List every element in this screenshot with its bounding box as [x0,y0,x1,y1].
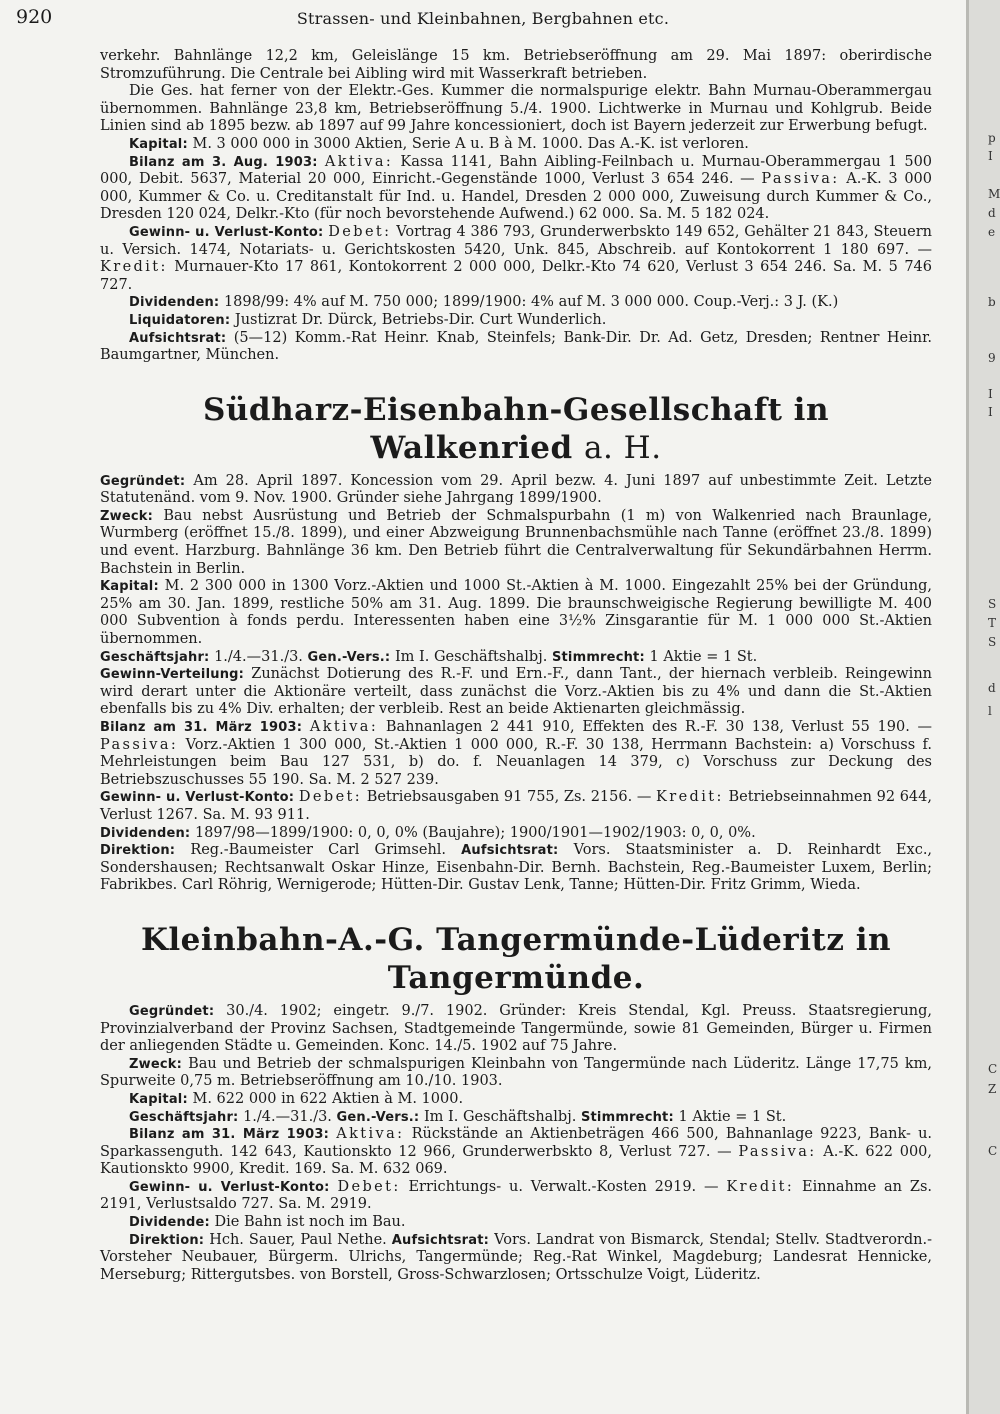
liquidatoren-label: Liquidatoren: [129,312,231,328]
gen-vers-label: Gen.-Vers.: [336,1109,420,1125]
direktion-entry [100,842,932,895]
kapital-entry [100,1091,932,1109]
kapital-entry [100,136,932,154]
passiva-label: Passiva: [761,171,840,188]
dividenden-text: 1897/98—1899/1900: 0, 0, 0% (Baujahre); 1900/1901—1902/1903: 0, 0, 0%. [194,824,756,841]
aufsichtsrat-label: Aufsichtsrat: [461,843,559,859]
kapital-label: Kapital: [129,1091,188,1107]
aufsichtsrat-entry [100,330,932,365]
gegruendet-text: 30./4. 1902; eingetr. 9./7. 1902. Gründer: Kreis Stendal, Kgl. Preuss. Staatsregierung, Provinzialverband der Provinz Sachsen, Stadtgemeinde Tangermünde, sowie 81 Gemeinden, Bürger u. Firmen der anliegenden Städte u. Gemeinden. Konc. 14./5. 1902 auf 75 Jahre. [100,1002,933,1055]
guv-debet: Betriebsausgaben 91 755, Zs. 2156. — [366,789,652,806]
geschaeftsjahr-entry [100,1109,932,1127]
margin-mark: d [988,206,996,220]
stimmrecht-label: Stimmrecht: [580,1109,674,1125]
gewinn-verteilung-label: Gewinn-Verteilung: [100,667,245,683]
margin-mark: p [988,131,996,145]
page-header [6,4,960,34]
kapital-label: Kapital: [129,136,188,152]
dividenden-text: 1898/99: 4% auf M. 750 000; 1899/1900: 4% auf M. 3 000 000. Coup.-Verj.: 3 J. (K.) [223,294,839,311]
kredit-label: Kredit: [100,259,168,276]
page-number: 920 [16,6,53,28]
gewinn-verteilung-entry [100,666,932,719]
zweck-label: Zweck: [129,1056,183,1072]
margin-mark: 9 [988,351,996,365]
company-title: Kleinbahn-A.-G. Tangermünde-Lüderitz in Tangermünde. [140,921,892,996]
stimmrecht-text: 1 Aktie = 1 St. [678,1108,787,1125]
gegruendet-label: Gegründet: [100,473,186,489]
dividenden-entry [100,294,932,312]
margin-mark: S [988,635,997,649]
aktiva-label: Aktiva: [309,719,379,735]
kapital-entry [100,578,932,648]
kredit-label: Kredit: [726,1178,795,1195]
gegruendet-text: Am 28. April 1897. Koncession vom 29. April bezw. 4. Juni 1897 auf unbestimmte Zeit. Letzte Statutenänd. vom 9. Nov. 1900. Gründer siehe Jahrgang 1899/1900. [100,472,933,507]
bilanz-entry [100,154,932,224]
aufsichtsrat-text: Vors. Landrat von Bismarck, Stendal; Stellv. Stadtverordn.-Vorsteher Neubauer, Bürgerm. Ulrichs, Tangermünde; Reg.-Rat Winkel, Magdeburg; Landesrat Hennicke, Merseburg; Rittergutsbes. von Borstell, Gross-Schwarzlosen; Ortsschulze Voigt, Lüderitz. [100,1231,932,1283]
gen-vers-text: Im I. Geschäftshalbj. [423,1108,577,1125]
guv-debet: Vortrag 4 386 793, Grunderwerbskto 149 652, Gehälter 21 843, Steuern u. Versich. 1474, Notariats- u. Gerichtskosten 5420, Unk. 845, Abschreib. auf Kontokorrent 1 180 697. — [100,223,933,258]
stimmrecht-text: 1 Aktie = 1 St. [649,648,758,665]
text-paragraph: Die Ges. hat ferner von der Elektr.-Ges. Kummer die normalspurige elektr. Bahn Murnau-Oberammergau übernommen. Bahnlänge 23,8 km, Betriebseröffnung 5./4. 1900. Lichtwerke in Murnau und Kohlgrub. Beide Linien sind ab 1895 bezw. ab 1897 auf 99 Jahre koncessioniert, doch ist Bayern jederzeit zur Erwerbung befugt. [100,83,932,135]
margin-mark: e [988,225,996,239]
bilanz-aktiva: Rückstände an Aktienbeträgen 466 500, Bahnanlage 9223, Bank- u. Sparkassenguth. 142 643, Kautionskto 12 966, Grunderwerbskto 8, Verlust 727. — [100,1126,933,1160]
geschaeftsjahr-text: 1./4.—31./3. [243,1108,332,1125]
previous-entry-continuation [100,48,932,365]
guv-entry [100,789,932,824]
company-entry-suedharz [100,391,932,895]
geschaeftsjahr-text: 1./4.—31./3. [214,648,303,665]
text-paragraph: verkehr. Bahnlänge 12,2 km, Geleislänge 15 km. Betriebseröffnung am 29. Mai 1897: oberirdische Stromzuführung. Die Centrale bei Aibling wird mit Wasserkraft betrieben. [100,48,932,82]
margin-mark: S [988,597,997,611]
direktion-label: Direktion: [100,843,176,859]
kredit-label: Kredit: [656,789,724,806]
margin-mark: b [988,295,996,309]
aufsichtsrat-label: Aufsichtsrat: [129,330,227,346]
bilanz-label: Bilanz am 3. Aug. 1903: [129,154,318,170]
bilanz-passiva: A.-K. 622 000, Kautionskto 9900, Kredit. 169. Sa. M. 632 069. [100,1143,933,1178]
direktion-entry [100,1232,932,1285]
zweck-text: Bau und Betrieb der schmalspurigen Kleinbahn von Tangermünde nach Lüderitz. Länge 17,75 km, Spurweite 0,75 m. Betriebseröffnung am 10./10. 1903. [100,1055,933,1090]
zweck-entry [100,508,932,578]
geschaeftsjahr-entry [100,649,932,667]
company-location: a. H. [583,429,662,466]
geschaeftsjahr-label: Geschäftsjahr: [129,1109,239,1125]
guv-kredit: Einnahme an Zs. 2191, Verlustsaldo 727. Sa. M. 2919. [100,1178,932,1213]
gen-vers-label: Gen.-Vers.: [307,649,391,665]
dividende-entry [100,1214,932,1232]
bilanz-aktiva: Bahnanlagen 2 441 910, Effekten des R.-F. 30 138, Verlust 55 190. — [385,719,933,735]
bilanz-entry [100,1126,932,1179]
margin-mark: l [988,704,992,718]
zweck-text: Bau nebst Ausrüstung und Betrieb der Schmalspurbahn (1 m) von Walkenried nach Braunlage, Wurmberg (eröffnet 15./8. 1899), und einer Abzweigung Brunnenbachsmühle nach Tanne (eröffnet 23./8. 1899) und event. Harzburg. Bahnlänge 36 km. Den Betrieb führt die Centralverwaltung für Sekundärbahnen Herrm. Bachstein in Berlin. [100,507,933,577]
kapital-text: M. 3 000 000 in 3000 Aktien, Serie A u. B à M. 1000. Das A.-K. ist verloren. [192,135,749,152]
stimmrecht-label: Stimmrecht: [551,649,645,665]
kapital-text: M. 622 000 in 622 Aktien à M. 1000. [192,1090,464,1107]
margin-mark: I [988,405,993,419]
liquidatoren-text: Justizrat Dr. Dürck, Betriebs-Dir. Curt Wunderlich. [234,311,607,328]
company-name: Südharz-Eisenbahn-Gesellschaft in Walkenried [203,391,829,466]
margin-mark: I [988,149,993,163]
aufsichtsrat-text: Vors. Staatsminister a. D. Reinhardt Exc., Sondershausen; Rechtsanwalt Oskar Hinze, Eisenbahn-Dir. Bernh. Bachstein, Reg.-Baumeister Luxem, Berlin; Fabrikbes. Carl Röhrig, Wernigerode; Hütten-Dir. Gustav Lenk, Tanne; Hütten-Dir. Fritz Grimm, Wieda. [100,842,933,894]
guv-entry [100,1179,932,1214]
direktion-label: Direktion: [129,1232,205,1248]
guv-entry [100,224,932,294]
debet-label: Debet: [328,223,392,240]
guv-debet: Errichtungs- u. Verwalt.-Kosten 2919. — [408,1178,719,1195]
geschaeftsjahr-label: Geschäftsjahr: [100,649,210,665]
running-head: Strassen- und Kleinbahnen, Bergbahnen etc. [296,9,670,28]
direktion-text: Hch. Sauer, Paul Nethe. [209,1231,387,1248]
page-content [100,48,932,1284]
dividende-text: Die Bahn ist noch im Bau. [214,1214,406,1231]
gen-vers-text: Im I. Geschäftshalbj. [394,648,548,665]
bilanz-label: Bilanz am 31. März 1903: [129,1127,330,1143]
direktion-text: Reg.-Baumeister Carl Grimsehl. [190,842,447,859]
gegruendet-entry [100,1003,932,1056]
passiva-label: Passiva: [738,1143,817,1160]
dividende-label: Dividende: [129,1215,210,1231]
guv-label: Gewinn- u. Verlust-Konto: [129,224,324,240]
dividenden-label: Dividenden: [129,295,220,311]
aktiva-label: Aktiva: [324,153,394,170]
zweck-entry [100,1056,932,1091]
bilanz-passiva: Vorz.-Aktien 1 300 000, St.-Aktien 1 000 000, R.-F. 30 138, Herrmann Bachstein: a) Vorschuss f. Mehrleistungen beim Bau 127 531, b) do. f. Neuanlagen 14 379, c) Vorschuss zur Deckung des Betriebszuschusses 55 190. Sa. M. 2 527 239. [100,736,933,788]
gewinn-verteilung-text: Zunächst Dotierung des R.-F. und Ern.-F., dann Tant., der hiernach verbleib. Reingewinn wird derart unter die Aktionäre verteilt, dass zunächst die Vorz.-Aktien bis zu 4% und dann die St.-Aktien ebenfalls bis zu 4% Div. erhalten; der verbleib. Rest an beide Aktienarten gleichmässig. [100,666,932,718]
kapital-label: Kapital: [100,579,159,595]
margin-mark: I [988,387,993,401]
margin-mark: d [988,681,996,695]
zweck-label: Zweck: [100,508,154,524]
aktiva-label: Aktiva: [336,1126,405,1143]
guv-label: Gewinn- u. Verlust-Konto: [100,790,295,806]
gegruendet-label: Gegründet: [129,1003,215,1019]
bilanz-label: Bilanz am 31. März 1903: [100,720,303,735]
aufsichtsrat-text: (5—12) Komm.-Rat Heinr. Knab, Steinfels; Bank-Dir. Dr. Ad. Getz, Dresden; Rentner Heinr. Baumgartner, München. [100,329,933,364]
bilanz-entry [100,719,932,789]
liquidatoren-entry [100,312,932,330]
debet-label: Debet: [298,789,363,806]
dividenden-label: Dividenden: [100,825,191,841]
margin-mark: Z [988,1082,997,1096]
bilanz-passiva: A.-K. 3 000 000, Kummer & Co. u. Creditanstalt für Ind. u. Handel, Dresden 2 000 000, Zuweisung durch Kummer & Co., Dresden 120 024, Delkr.-Kto (für noch bevorstehende Aufwend.) 62 000. Sa. M. 5 182 024. [100,171,933,223]
company-entry-kleinbahn [100,921,932,1285]
margin-mark: T [988,616,997,630]
gegruendet-entry [100,473,932,508]
margin-mark: M [988,187,1000,201]
margin-mark: C [988,1062,998,1076]
passiva-label: Passiva: [100,736,179,753]
kapital-text: M. 2 300 000 in 1300 Vorz.-Aktien und 1000 St.-Aktien à M. 1000. Eingezahlt 25% bei der Gründung, 25% am 30. Jan. 1899, restliche 50% am 31. Aug. 1899. Die braunschweigische Regierung bewilligte M. 400 000 Subvention à fonds perdu. Interessenten haben eine 3½% Zinsgarantie für M. 1 000 000 St.-Aktien übernommen. [100,578,932,648]
guv-label: Gewinn- u. Verlust-Konto: [129,1179,330,1195]
guv-kredit: Betriebseinnahmen 92 644, Verlust 1267. Sa. M. 93 911. [100,789,932,823]
bilanz-aktiva: Kassa 1141, Bahn Aibling-Feilnbach u. Murnau-Oberammergau 1 500 000, Debit. 5637, Material 20 000, Einricht.-Gegenstände 1000, Verlust 3 654 246. — [100,153,933,188]
company-title [100,391,932,467]
page-fold [966,0,969,1414]
dividenden-entry [100,825,932,843]
guv-kredit: Murnauer-Kto 17 861, Kontokorrent 2 000 000, Delkr.-Kto 74 620, Verlust 3 654 246. Sa. M. 5 746 727. [100,259,932,293]
debet-label: Debet: [337,1178,401,1195]
margin-mark: C [988,1144,998,1158]
aufsichtsrat-label: Aufsichtsrat: [391,1232,490,1248]
